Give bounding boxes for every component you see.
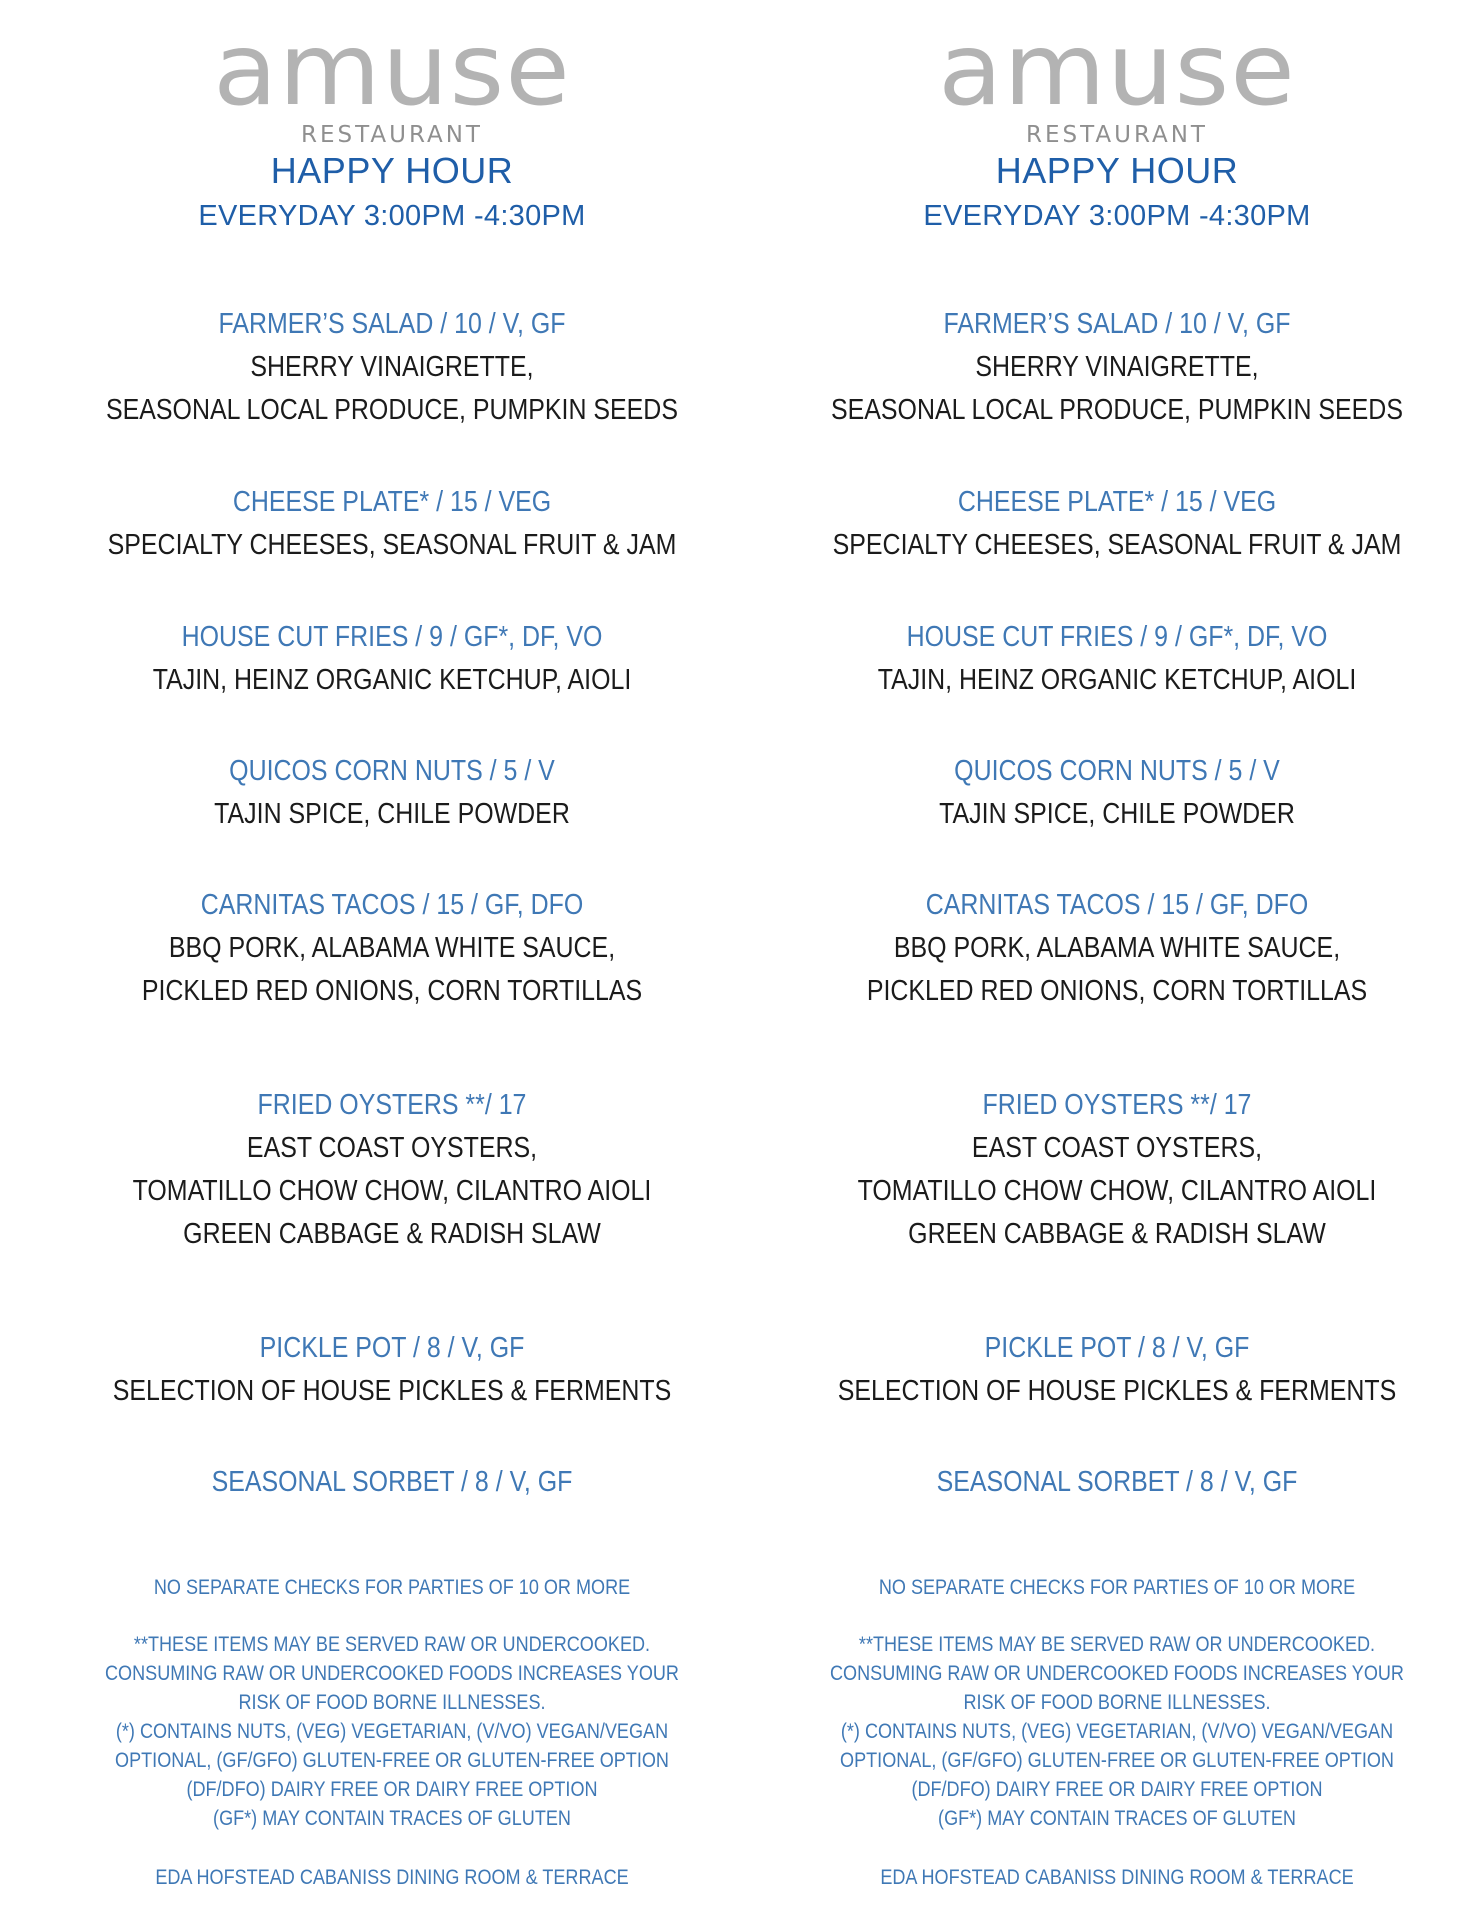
menu-item-description: BBQ PORK, ALABAMA WHITE SAUCE, bbox=[893, 932, 1341, 964]
menu-item-description: SPECIALTY CHEESES, SEASONAL FRUIT & JAM bbox=[107, 529, 677, 561]
disclaimer-line: CONSUMING RAW OR UNDERCOOKED FOODS INCREASES YOUR bbox=[105, 1662, 679, 1685]
menu-item-name: CARNITAS TACOS / 15 / GF, DFO bbox=[925, 889, 1309, 921]
menu-item-description: SHERRY VINAIGRETTE, bbox=[975, 351, 1259, 383]
disclaimer-line: RISK OF FOOD BORNE ILLNESSES. bbox=[238, 1691, 546, 1714]
menu-item bbox=[30, 481, 754, 567]
separate-checks-note: NO SEPARATE CHECKS FOR PARTIES OF 10 OR MORE bbox=[878, 1576, 1356, 1599]
menu-item-description: TAJIN, HEINZ ORGANIC KETCHUP, AIOLI bbox=[152, 664, 632, 696]
menu-item-name: FARMER’S SALAD / 10 / V, GF bbox=[943, 308, 1291, 340]
menu-item bbox=[30, 303, 754, 432]
disclaimer-line: (DF/DFO) DAIRY FREE OR DAIRY FREE OPTION bbox=[186, 1778, 598, 1801]
logo-subtitle: RESTAURANT bbox=[1026, 122, 1208, 148]
menu-item-description: PICKLED RED ONIONS, CORN TORTILLAS bbox=[141, 975, 643, 1007]
disclaimer bbox=[755, 1630, 1479, 1833]
restaurant-logo bbox=[30, 11, 754, 148]
menu-item-description: SELECTION OF HOUSE PICKLES & FERMENTS bbox=[837, 1375, 1397, 1407]
menu-item bbox=[30, 1327, 754, 1413]
menu-item-description: BBQ PORK, ALABAMA WHITE SAUCE, bbox=[168, 932, 616, 964]
disclaimer-line: (*) CONTAINS NUTS, (VEG) VEGETARIAN, (V/VO) VEGAN/VEGAN bbox=[115, 1720, 669, 1743]
menu-item-name: CARNITAS TACOS / 15 / GF, DFO bbox=[200, 889, 584, 921]
logo-wordmark: amuse bbox=[213, 11, 571, 128]
menu-column-right bbox=[755, 0, 1479, 1920]
location-note bbox=[755, 1863, 1479, 1892]
happy-hour-hours: EVERYDAY 3:00PM -4:30PM bbox=[198, 200, 586, 232]
menu-item bbox=[755, 884, 1479, 1013]
menu-item-name: QUICOS CORN NUTS / 5 / V bbox=[229, 755, 555, 787]
location-note bbox=[30, 1863, 754, 1892]
happy-hour-hours: EVERYDAY 3:00PM -4:30PM bbox=[923, 200, 1311, 232]
disclaimer-line: RISK OF FOOD BORNE ILLNESSES. bbox=[963, 1691, 1271, 1714]
menu-item-name: PICKLE POT / 8 / V, GF bbox=[984, 1332, 1250, 1364]
menu-item bbox=[755, 1084, 1479, 1256]
menu-item bbox=[30, 1084, 754, 1256]
disclaimer-line: (*) CONTAINS NUTS, (VEG) VEGETARIAN, (V/VO) VEGAN/VEGAN bbox=[840, 1720, 1394, 1743]
menu-item-name: FARMER’S SALAD / 10 / V, GF bbox=[218, 308, 566, 340]
menu-item bbox=[755, 303, 1479, 432]
menu-item bbox=[755, 616, 1479, 702]
disclaimer-line: (GF*) MAY CONTAIN TRACES OF GLUTEN bbox=[938, 1807, 1296, 1830]
menu-item-name: CHEESE PLATE* / 15 / VEG bbox=[957, 486, 1277, 518]
restaurant-logo bbox=[755, 11, 1479, 148]
logo-subtitle: RESTAURANT bbox=[301, 122, 483, 148]
menu-item-name: CHEESE PLATE* / 15 / VEG bbox=[232, 486, 552, 518]
disclaimer bbox=[30, 1630, 754, 1833]
menu-item-description: TOMATILLO CHOW CHOW, CILANTRO AIOLI bbox=[132, 1175, 652, 1207]
menu-item-description: GREEN CABBAGE & RADISH SLAW bbox=[183, 1218, 601, 1250]
menu-item-name: HOUSE CUT FRIES / 9 / GF*, DF, VO bbox=[906, 621, 1328, 653]
happy-hour-title: HAPPY HOUR bbox=[270, 150, 514, 191]
menu-item-description: SPECIALTY CHEESES, SEASONAL FRUIT & JAM bbox=[832, 529, 1402, 561]
menu-item-description: SHERRY VINAIGRETTE, bbox=[250, 351, 534, 383]
menu-item-description: EAST COAST OYSTERS, bbox=[971, 1132, 1263, 1164]
menu-item-description: PICKLED RED ONIONS, CORN TORTILLAS bbox=[866, 975, 1368, 1007]
menu-notes bbox=[30, 1573, 754, 1602]
menu-item-description: GREEN CABBAGE & RADISH SLAW bbox=[908, 1218, 1326, 1250]
menu-item-description: SELECTION OF HOUSE PICKLES & FERMENTS bbox=[112, 1375, 672, 1407]
menu-item bbox=[30, 1461, 754, 1504]
menu-item bbox=[755, 1461, 1479, 1504]
menu-item-description: SEASONAL LOCAL PRODUCE, PUMPKIN SEEDS bbox=[106, 394, 678, 426]
logo-wordmark: amuse bbox=[938, 11, 1296, 128]
disclaimer-line: **THESE ITEMS MAY BE SERVED RAW OR UNDERCOOKED. bbox=[133, 1633, 651, 1656]
menu-item-description: EAST COAST OYSTERS, bbox=[246, 1132, 538, 1164]
menu-item-name: FRIED OYSTERS **/ 17 bbox=[257, 1089, 527, 1121]
menu-item-description: TOMATILLO CHOW CHOW, CILANTRO AIOLI bbox=[857, 1175, 1377, 1207]
menu-item-name: FRIED OYSTERS **/ 17 bbox=[982, 1089, 1252, 1121]
menu-item-description: TAJIN SPICE, CHILE POWDER bbox=[214, 798, 570, 830]
menu-item bbox=[30, 750, 754, 836]
menu-item bbox=[755, 1327, 1479, 1413]
disclaimer-line: (DF/DFO) DAIRY FREE OR DAIRY FREE OPTION bbox=[911, 1778, 1323, 1801]
menu-item-name: SEASONAL SORBET / 8 / V, GF bbox=[211, 1466, 573, 1498]
menu-column-left bbox=[30, 0, 754, 1920]
menu-item-description: TAJIN SPICE, CHILE POWDER bbox=[939, 798, 1295, 830]
separate-checks-note: NO SEPARATE CHECKS FOR PARTIES OF 10 OR MORE bbox=[153, 1576, 631, 1599]
menu-item-description: SEASONAL LOCAL PRODUCE, PUMPKIN SEEDS bbox=[831, 394, 1403, 426]
happy-hour-title: HAPPY HOUR bbox=[995, 150, 1239, 191]
location-line: EDA HOFSTEAD CABANISS DINING ROOM & TERRACE bbox=[880, 1866, 1354, 1889]
disclaimer-line: CONSUMING RAW OR UNDERCOOKED FOODS INCREASES YOUR bbox=[830, 1662, 1404, 1685]
menu-item bbox=[755, 750, 1479, 836]
menu-notes bbox=[755, 1573, 1479, 1602]
menu-item bbox=[755, 481, 1479, 567]
menu-item-name: SEASONAL SORBET / 8 / V, GF bbox=[936, 1466, 1298, 1498]
location-line: EDA HOFSTEAD CABANISS DINING ROOM & TERRACE bbox=[155, 1866, 629, 1889]
menu-item-name: QUICOS CORN NUTS / 5 / V bbox=[954, 755, 1280, 787]
disclaimer-line: OPTIONAL, (GF/GFO) GLUTEN-FREE OR GLUTEN-FREE OPTION bbox=[115, 1749, 669, 1772]
disclaimer-line: (GF*) MAY CONTAIN TRACES OF GLUTEN bbox=[213, 1807, 571, 1830]
menu-item bbox=[30, 884, 754, 1013]
disclaimer-line: **THESE ITEMS MAY BE SERVED RAW OR UNDERCOOKED. bbox=[858, 1633, 1376, 1656]
menu-item bbox=[30, 616, 754, 702]
disclaimer-line: OPTIONAL, (GF/GFO) GLUTEN-FREE OR GLUTEN-FREE OPTION bbox=[840, 1749, 1394, 1772]
menu-item-name: HOUSE CUT FRIES / 9 / GF*, DF, VO bbox=[181, 621, 603, 653]
menu-item-name: PICKLE POT / 8 / V, GF bbox=[259, 1332, 525, 1364]
menu-item-description: TAJIN, HEINZ ORGANIC KETCHUP, AIOLI bbox=[877, 664, 1357, 696]
